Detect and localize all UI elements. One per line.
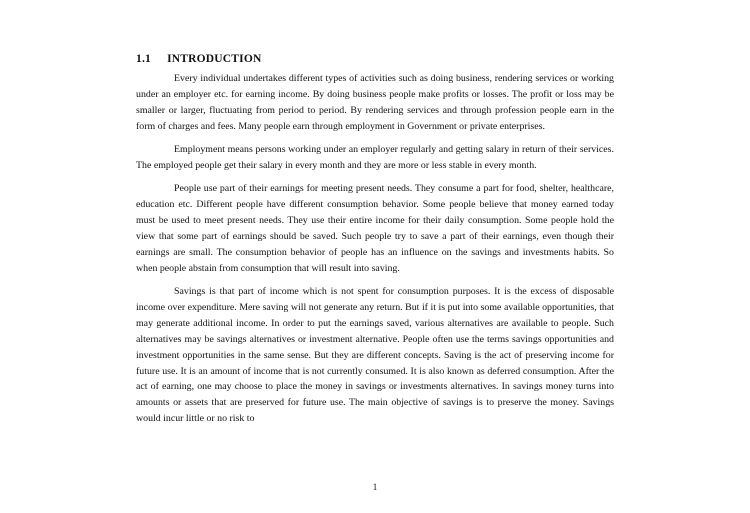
paragraph-savings: Savings is that part of income which is not spent for consumption purposes. It is the excess of disposable income over expenditure. Mere saving will not generate any return. But if it is put into some available opportunities, that may generate additional income. In order to put the earnings saved, various alternatives are available to people. Such alternatives may be savings alternatives or investment alternative. People often use the terms savings opportunities and investment opportunities in the same sense. But they are different concepts. Saving is the act of preserving income for future use. It is an amount of income that is not currently consumed. It is also known as deferred consumption. After the act of earning, one may choose to place the money in savings or investments alternatives. In savings money turns into amounts or assets that are preserved for future use. The main objective of savings is to preserve the money. Savings would incur little or no risk to [136,286,614,425]
section-number: 1.1 [136,53,151,65]
section-title: INTRODUCTION [167,53,262,65]
paragraph-income-activities: Every individual undertakes different types of activities such as doing business, rendering services or working under an employer etc. for earning income. By doing business people make profits or losses. The profit or loss may be smaller or larger, fluctuating from period to period. By rendering services and through profession people earn in the form of charges and fees. Many people earn through employment in Government or private enterprises. [136,73,614,132]
paragraph-consumption: People use part of their earnings for meeting present needs. They consume a part for food, shelter, healthcare, education etc. Different people have different consumption behavior. Some people believe that money earned today must be used to meet present needs. They use their entire income for their daily consumption. Some people hold the view that some part of earnings should be saved. Such people try to save a part of their earnings, even though their earnings are small. The consumption behavior of people has an influence on the savings and investments habits. So when people abstain from consumption that will result into saving. [136,183,614,274]
page-number: 1 [372,482,378,492]
section-heading [136,53,262,65]
body-text [136,71,614,435]
paragraph-employment: Employment means persons working under an employer regularly and getting salary in return of their services. The employed people get their salary in every month and they are more or less stable in every month. [136,144,614,171]
